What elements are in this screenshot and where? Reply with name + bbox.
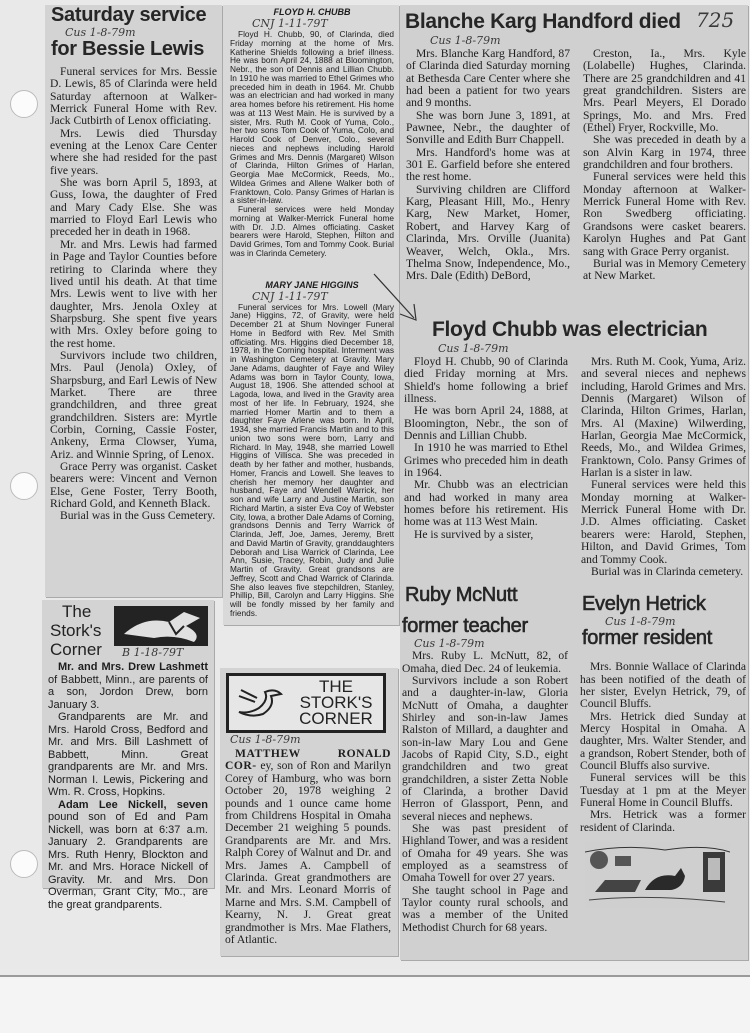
paragraph: She was preceded in death by a son Alvin Karg in 1974, three grandchildren and four brothers.	[583, 133, 746, 172]
paragraph: Mrs. Hetrick was a former resident of Clarinda.	[580, 808, 746, 834]
paragraph: Funeral services for Mrs. Lowell (Mary Jane) Higgins, 72, of Gravity, were held December 21 at Shum Novinger Funeral Home in Bedford with Rev. Mel Smith officiating. Mrs. Higgins died December 18, 1978, in the Corning hospital. Interment was in Washington Cemetery at Gravity. Mary Jane Adams, daughter of Faye and Wiley Adams was born in Taylor County, Iowa, August 18, 1906. She attended school at Lagoda, Iowa, and lived in the Gravity area most of her life. In February, 1924, she married Homer Martin and to them a daughter Faye Arlene was born. In April, 1934, she married Francis Martin and to this union two sons were born, Larry and Richard. In May, 1948, she married Lowell Higgins of Villisca. She was preceded in death by her father and mother, husbands, Homer, Francis and Lowell. She leaves to cherish her memory her daughter and husband, Faye and Wendell Warrick, her son and wife Larry and Justine Martin, son Richard Martin, a sister Eva Coy of Webster City, Iowa, a brother Dale Adams of Corning, grandsons Dennis and Terry Warrick of Clarinda, Jeff, Joe, James, Jeremy, Brett and David Martin of Gravity, granddaughters Deborah and Lisa Warrick of Clarinda, Lee Ann, Susie, Tracey, Robin, Judy and Julie Martin of Gravity. Great grandsons are Jeffrey, Scott and Chad Warrick of Clarinda. She also leaves five stepchildren, Stanley, Phillip, Bill, Carolyn and Larry Higgins. She will be fondly missed by her family and friends.	[230, 301, 394, 618]
paragraph: Mrs. Handford's home was at 301 E. Garfield before she entered the rest home.	[406, 145, 570, 184]
paragraph: Mrs. Bonnie Wallace of Clarinda has been notified of the death of her sister, Evelyn Hetrick, 79, of Council Bluffs.	[580, 660, 746, 711]
headline: Saturday service	[51, 4, 207, 26]
paragraph: Funeral services will be this Tuesday at 1 pm at the Meyer Funeral Home in Council Bluffs.	[580, 771, 746, 809]
paragraph: Survivors include a son Robert and a daughter-in-law, Gloria McNutt of Omaha, a daughter Shirley and son-in-law James Ralston of Millard, a daughter and son-in-law Mary Lou and Gene Jacobs of Rapid City, S.D., eight grandchildren and two great grandchildren, a sister Zetta Noble of Clarinda, a brother David Herron of Glassport, Penn, and several nieces and nephews.	[402, 673, 568, 823]
handwritten-arrow-icon	[370, 270, 430, 330]
paragraph: She was past president of Highland Tower, and was a resident of Omaha for 49 years. She was employed as a seamstress of Omaha Towell for over 27 years.	[402, 821, 568, 885]
paragraph: She taught school in Page and Taylor county rural schools, and was a member of the United Methodist Church for 68 years.	[402, 883, 568, 934]
paragraph: Mrs. Lewis died Thursday evening at the Lenox Care Center where she had resided for the past five years.	[50, 126, 217, 177]
article-body	[50, 66, 217, 523]
title-line: Corner	[50, 640, 102, 659]
title-line: Stork's	[50, 621, 102, 640]
paragraph: Mrs. Hetrick died Sunday at Mercy Hospital in Omaha. A daughter, Mrs. Walter Stender, and a grandson, Robert Stender, both of Council Bluffs also survive.	[580, 709, 746, 772]
punch-hole	[10, 472, 38, 500]
title-line: The	[62, 602, 92, 621]
birth-text: Grandparents are Mr. and Mrs. Harold Cross, Bedford and Mr. and Mrs. Bill Lashmett of Babbett, Minn. Great grandparents are Mr. and Mrs. Norman I. Lewis, Pickering and Wm. R. Cross, Hopkins.	[48, 711, 208, 798]
article-body-col2	[583, 48, 746, 283]
paragraph: Burial was in the Guss Cemetery.	[60, 509, 216, 523]
punch-hole	[10, 90, 38, 118]
clipping-storks-corner-corey	[220, 668, 398, 956]
column-title	[50, 602, 102, 659]
article-body	[48, 661, 208, 911]
handwritten-annotation: CNJ 1-11-79T	[252, 289, 328, 303]
birth-announcement	[48, 661, 208, 711]
headline: Blanche Karg Handford died	[405, 10, 681, 33]
handwritten-annotation: CNJ 1-11-79T	[252, 17, 328, 30]
paragraph: Mrs. Blanche Karg Handford, 87 of Clarinda died Saturday morning at Bethesda Care Center where she had been a patient for two years and 9 months.	[406, 47, 570, 110]
paragraph: He was born April 24, 1888, at Bloomington, Nebr., the son of Dennis and Lillian Chubb.	[404, 404, 568, 443]
paragraph: Funeral services for Mrs. Bessie D. Lewis, 85 of Clarinda were held Saturday afternoon at Walker-Merrick Funeral Home with Rev. Jack Cutbirth of Lenox officiating.	[50, 65, 217, 128]
headline: Ruby McNutt	[405, 584, 518, 607]
headline: for Bessie Lewis	[51, 38, 205, 60]
clipping-bessie-lewis	[45, 5, 222, 597]
clipping-obituaries-page	[400, 5, 748, 960]
birth-announcement	[48, 711, 208, 799]
birth-text: pound son of Ed and Pam Nickell, was born at 6:37 a.m. January 2. Grandparents are Mrs. Ruth Henry, Blockton and Mr. and Mrs. Horace Nickell of Gravity. Mr. and Mrs. Don Overman, Grant City, Mo., are the great grandparents.	[48, 811, 208, 911]
handwritten-annotation: Cus 1-8-79m	[414, 637, 485, 651]
handwritten-annotation: Cus 1-8-79m	[430, 34, 501, 47]
punch-hole	[10, 850, 38, 878]
handwritten-annotation: Cus 1-8-79m	[65, 26, 136, 39]
page-number: 725	[696, 8, 735, 32]
storks-corner-logo	[226, 673, 386, 733]
headline: former resident	[582, 627, 712, 650]
birth-lead: Adam Lee Nickell, seven	[58, 798, 208, 811]
paragraph: Mrs. Ruby L. McNutt, 82, of Omaha, died Dec. 24 of leukemia.	[402, 649, 568, 675]
handwritten-annotation: Cus 1-8-79m	[438, 342, 509, 355]
stork-icon	[235, 684, 285, 720]
paragraph: Mr. Chubb was an electrician and had worked in many area homes before his retirement. His home was at 113 West Main.	[404, 478, 568, 529]
article-body	[225, 748, 391, 947]
paragraph: Funeral services were held Monday morning at Walker-Merrick Funeral home with Dr. J.D. Almes officiating. Casket bearers were Harold, Stephen, Hilton and David Grimes, Tom and Tommy Cook. Burial was in Clarinda Cemetery.	[230, 204, 394, 258]
article-body	[402, 650, 568, 934]
logo-line: THE	[319, 677, 353, 696]
right-column	[580, 356, 746, 908]
headline: Evelyn Hetrick	[582, 593, 706, 616]
stork-illustration	[114, 606, 208, 646]
paragraph: Grace Perry was organist. Casket bearers were: Vincent and Vernon Else, Gene Foster, Terry Booth, Richard Gold, and Kenneth Black.	[50, 460, 217, 511]
paragraph: Surviving children are Clifford Karg, Pleasant Hill, Mo., Henry Karg, New Market, Homer, Robert, and Harvey Karg of Clarinda, Mrs. Orville (Juanita) Weaver, Welch, Okla., Mrs. Thelma Snow, Independence, Mo., Mrs. Dale (Edith) DeBord,	[406, 182, 570, 283]
paragraph: Floyd H. Chubb, 90 of Clarinda died Friday morning at Mrs. Shield's home following a brief illness.	[404, 355, 568, 406]
birth-announcement	[48, 799, 208, 912]
paragraph: Creston, Ia., Mrs. Kyle (Lolabelle) Hughes, Clarinda. There are 25 grandchildren and 41 great grandchildren. Sisters are Mrs. Pearl Meyers, El Dorado Springs, Mo. and Mrs. Fred (Ethel) Fryer, Rockville, Mo.	[583, 47, 746, 135]
handwritten-annotation: Cus 1-8-79m	[230, 733, 301, 746]
logo-line: CORNER	[299, 709, 373, 728]
handwritten-annotation: Cus 1-8-79m	[605, 615, 676, 629]
paragraph: In 1910 he was married to Ethel Grimes who preceded him in death in 1964.	[404, 441, 568, 480]
article-body	[230, 30, 394, 258]
headline: former teacher	[402, 615, 528, 638]
paragraph: Funeral services were held this Monday afternoon at Walker-Merrick Funeral Home with Rev. Ron Swedberg officiating. Grandsons were casket bearers. Karolyn Hughes and Pat Gant sang with Grace Perry organist.	[583, 170, 746, 258]
article-body-col1	[402, 356, 568, 541]
article-body	[230, 303, 394, 618]
obituary-name: MARY JANE HIGGINS	[265, 279, 359, 290]
paragraph: He is survived by a sister,	[414, 527, 534, 541]
logo-text	[291, 679, 381, 727]
headline: Floyd Chubb was electrician	[432, 318, 708, 341]
paragraph: She was born June 3, 1891, at Pawnee, Nebr., the daughter of Sonville and Edith Burr Chappell.	[406, 108, 570, 147]
paragraph: Burial was in Clarinda cemetery.	[591, 564, 744, 578]
paragraph: Funeral services were held this Monday morning at Walker-Merrick Funeral Home with Dr. J.D. Almes officiating. Casket bearers were: Harold, Stephen, Hilton, and David Grimes, Tom and Tommy Cook.	[581, 478, 746, 566]
birth-lead: Mr. and Mrs. Drew Lashmett	[58, 661, 208, 673]
article-body-col2	[580, 356, 746, 578]
obituary-name: FLOYD H. CHUBB	[273, 7, 351, 17]
paragraph: Floyd H. Chubb, 90, of Clarinda, died Friday morning at the home of Mrs. Katherine Shields following a brief illness. He was born April 24, 1888 at Bloomington, Nebr., the son of Dennis and Lillian Chubb. In 1910 he was married to Ethel Grimes who preceded him in death in 1964. Mr. Chubb was an electrician and had worked in many area homes before his retirement. His home was at 113 West Main. He is survived by a sister, Mrs. Ruth M. Cook of Yuma, Colo., her two sons Tom Cook of Yuma, Colo, and Harold Cook of Denver, Colo., several nieces and nephews including Harold Grimes and Mrs. Dennis (Margaret) Wilson of Clarinda, Hilton Grimes of Harlan, Georgia Mae McCormick, Reeds, Mo., Wildea Grimes and Allene Walker both of Franktown, Colo. Pansy Grimes of Harlan is a sister-in-law.	[230, 29, 394, 206]
sleigh-ride-illustration	[585, 842, 730, 908]
paragraph: She was born April 5, 1893, at Guss, Iowa, the daughter of Fred and Mary Cady Else. She was married to Floyd Earl Lewis who preceded her in death in 1968.	[50, 176, 217, 239]
birth-lead: MATTHEW RONALD COR-	[225, 747, 391, 773]
logo-line: STORK'S	[299, 693, 373, 712]
paragraph: Survivors include two children, Mrs. Paul (Jenola) Oxley, of Sharpsburg, and Earl Lewis of New Market. There are three grandchildren, and three great grandchildren. Sisters are: Myrtle Corbin, Corning, Cassie Foster, Ankeny, Erma Clowser, Yuma, Ariz. and Winnie Spring, of Lenox.	[50, 348, 217, 461]
left-column	[402, 356, 568, 934]
clipping-storks-corner	[42, 600, 214, 911]
birth-text: ey, son of Ron and Marilyn Corey of Hamburg, who was born October 20, 1978 weighing 2 pounds and 1 ounce came home from Childrens Hospital in Omaha December 21 weighing 5 pounds. Grandparents are Mr. and Mrs. Ralph Corey of Walnut and Dr. and Mrs. James A. Campbell of Clarinda. Great grandmothers are Mr. and Mrs. Leonard Morris of Marne and Mrs. S.M. Campbell of Kearny, N. J. Great great grandmother is Mrs. Mae Flathers, of Atlantic.	[225, 759, 391, 947]
handwritten-annotation: B 1-18-79T	[122, 646, 184, 659]
article-body	[580, 661, 746, 834]
paragraph: Mrs. Ruth M. Cook, Yuma, Ariz. and several nieces and nephews including, Harold Grimes and Mrs. Dennis (Margaret) Wilson of Clarinda, Hilton Grimes, Harlan, Mrs. Al (Maxine) Wilwerding, Harlan, Georgia Mae McCormick, Reeds, Mo., and Wildea Grimes, Franktown, Colo. Pansy Grimes of Harlan is a sister in law.	[581, 355, 746, 480]
paragraph: Mr. and Mrs. Lewis had farmed in Page and Taylor Counties before retiring to Clarinda where they lived until his death. At that time Mrs. Lewis went to live with her daughter, Mrs. Jenola Oxley at Sharpsburg. She spent five years with Mrs. Oxley before going to the rest home.	[50, 237, 217, 350]
birth-text: of Babbett, Minn., are parents of a son, Jordon Drew, born January 3.	[48, 673, 208, 711]
article-body-col1	[406, 48, 570, 283]
paragraph: Burial was in Memory Cemetery at New Market.	[583, 256, 746, 283]
